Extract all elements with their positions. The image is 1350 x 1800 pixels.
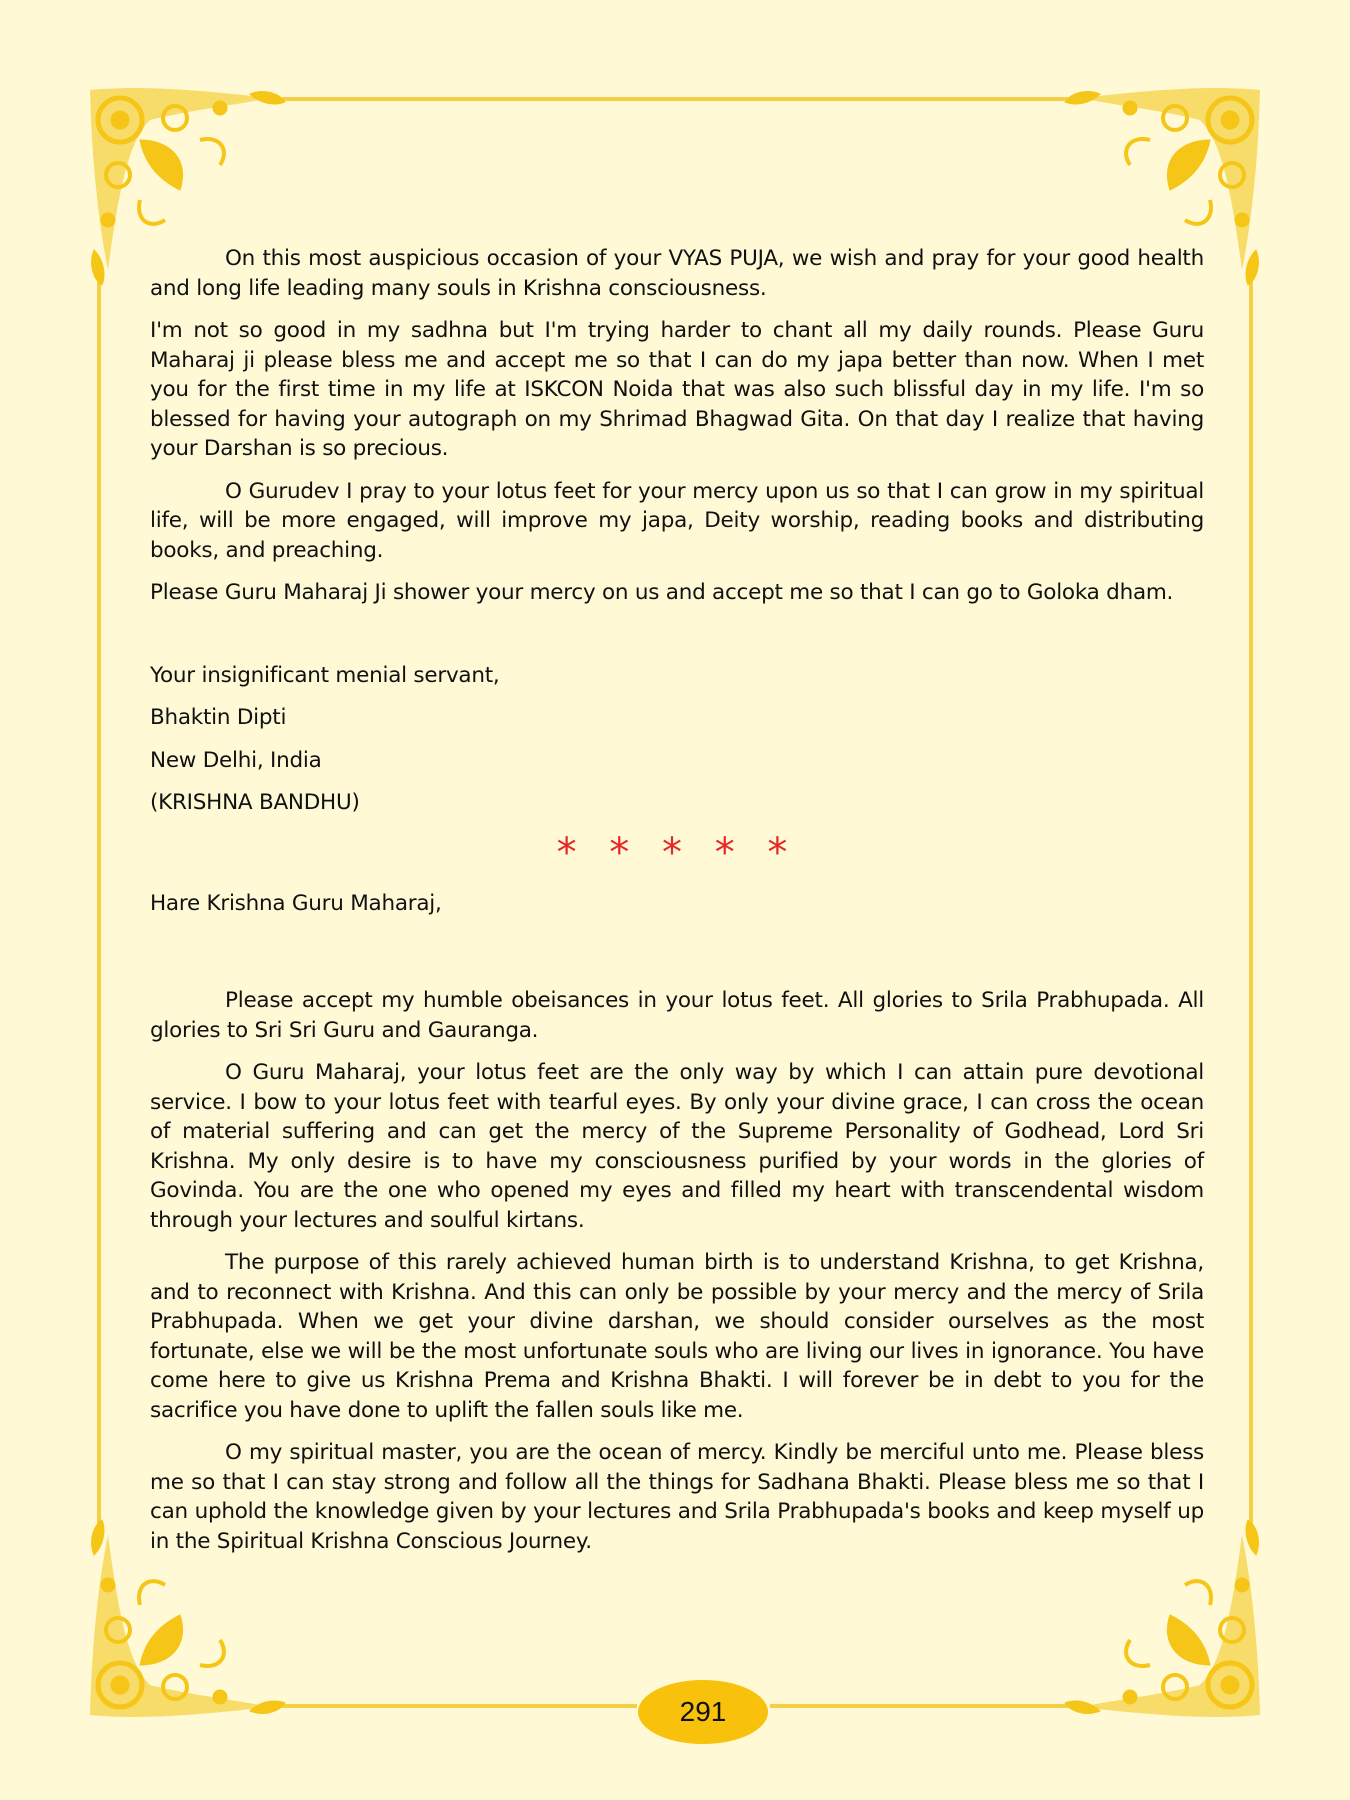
- signature-group: (KRISHNA BANDHU): [150, 790, 360, 815]
- signature-name: Bhaktin Dipti: [150, 705, 287, 730]
- separator-stars: * * * * *: [556, 829, 798, 876]
- frame-top-line: [282, 97, 1068, 101]
- page-number: 291: [679, 1696, 727, 1727]
- letter-two-paragraph: Please accept my humble obeisances in your lotus feet. All glories to Srila Prabhupada. All glories to Sri Sri Guru and Gauranga.: [150, 988, 1204, 1043]
- letter-one-paragraph: On this most auspicious occasion of your VYAS PUJA, we wish and pray for your good health and long life leading many souls in Krishna consciousness.: [150, 246, 1204, 301]
- letter-two-paragraph: The purpose of this rarely achieved human birth is to understand Krishna, to get Krishna, and to reconnect with Krishna. And this can only be possible by your mercy and the mercy of Srila Prabhupada. When we get your divine darshan, we should consider ourselves as the most fortunate, else we will be the most unfortunate souls who are living our lives in ignorance. You have come here to give us Krishna Prema and Krishna Bhakti. I will forever be in debt to you for the sacrifice you have done to uplift the fallen souls like me.: [150, 1250, 1204, 1423]
- frame-right-line: [1249, 282, 1253, 1537]
- frame-bottom-line: [282, 1704, 637, 1708]
- letter-two: [150, 889, 1204, 1557]
- salutation: Hare Krishna Guru Maharaj,: [150, 890, 442, 916]
- frame-bottom-line-right: [770, 1704, 1068, 1708]
- page-content: [150, 244, 1204, 1569]
- signature-location: New Delhi, India: [150, 747, 322, 773]
- letter-one: [150, 244, 1204, 818]
- letter-two-paragraph: O my spiritual master, you are the ocean of mercy. Kindly be merciful unto me. Please bless me so that I can stay strong and follow all the things for Sadhana Bhakti. Please bless me so that I can uphold the knowledge given by your lectures and Srila Prabhupada's books and keep myself up in the Spiritual Krishna Conscious Journey.: [150, 1440, 1204, 1554]
- letter-one-paragraph: I'm not so good in my sadhna but I'm trying harder to chant all my daily rounds. Please Guru Maharaj ji please bless me and accept me so that I can do my japa better than now. When I met you for the first time in my life at ISKCON Noida that was also such blissful day in my life. I'm so blessed for having your autograph on my Shrimad Bhagwad Gita. On that day I realize that having your Darshan is so precious.: [150, 318, 1204, 461]
- letter-one-paragraph: Please Guru Maharaj Ji shower your mercy on us and accept me so that I can go to Goloka dham.: [150, 580, 1174, 605]
- signature-block: [150, 661, 1204, 818]
- letter-one-paragraph: O Gurudev I pray to your lotus feet for your mercy upon us so that I can grow in my spiritual life, will be more engaged, will improve my japa, Deity worship, reading books and distributing books, and preaching.: [150, 478, 1204, 563]
- letter-two-paragraph: O Guru Maharaj, your lotus feet are the only way by which I can attain pure devotional service. I bow to your lotus feet with tearful eyes. By only your divine grace, I can cross the ocean of material suffering and can get the mercy of the Supreme Personality of Godhead, Lord Sri Krishna. My only desire is to have my consciousness purified by your words in the glories of Govinda. You are the one who opened my eyes and filled my heart with transcendental wisdom through your lectures and soulful kirtans.: [150, 1060, 1204, 1233]
- page-number-badge: [638, 1680, 768, 1744]
- frame-left-line: [97, 282, 101, 1537]
- signature-closing: Your insignificant menial servant,: [150, 662, 500, 688]
